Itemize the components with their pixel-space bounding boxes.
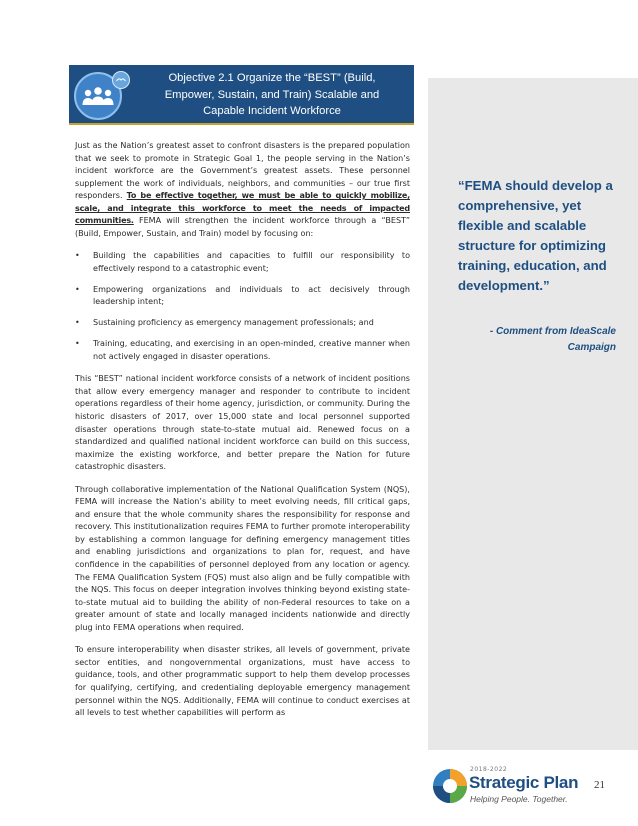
list-item-text: Building the capabilities and capacities to fulfill our responsibility to effectively respond to a catastrophic event;: [93, 251, 410, 273]
intro-text-continued: FEMA will strengthen the incident workforce through a “BEST” (Build, Empower, Sustain, and Train) model by focusing on:: [75, 216, 410, 238]
list-item: [75, 284, 410, 309]
logo-years: 2018-2022: [470, 766, 508, 773]
bullet-marker: •: [75, 251, 80, 261]
main-content: [75, 140, 410, 730]
bullet-marker: •: [75, 284, 80, 294]
list-item-text: Empowering organizations and individuals to act decisively through leadership intent;: [93, 284, 410, 307]
body-paragraph: Through collaborative implementation of the National Qualification System (NQS), FEMA will increase the Nation’s ability to meet evolving needs, fill critical gaps, and ensure that the whole community shares the responsibility for response and recovery. This institutionalization requires FEMA to further promote interoperability by establishing a common language for defining emergency management titles and enabling jurisdictions and organizations to plan for, request, and have confidence in the capabilities of personnel deployed from any location or agency. The FEMA Qualification System (FQS) must also align and be fully compatible with the NQS. This focus on deeper integration involves thinking beyond existing state-to-state mutual aid to building the ability of non-Federal resources to take on a greater amount of state and locally managed incidents nationwide and directly plug into FEMA operations when required.: [75, 484, 410, 632]
body-paragraph: To ensure interoperability when disaster strikes, all levels of government, private sector entities, and nongovernmental organizations, must have access to guidance, tools, and other programmatic support to help them develop processes for qualifying, certifying, and credentialing deployable emergency management personnel within the NQS. Additionally, FEMA will continue to conduct exercises at all levels to test whether capabilities will perform as: [75, 645, 410, 718]
globe-logo-icon: [432, 768, 468, 804]
list-item: [75, 317, 410, 330]
bullet-marker: •: [75, 339, 80, 349]
list-item-text: Training, educating, and exercising in an open-minded, creative manner when not actively engaged in disaster operations.: [93, 339, 410, 361]
intro-emphasis: To be effective together, we must be able to quickly mobilize, scale, and integrate this workforce to meet the needs of impacted communities.: [75, 191, 410, 226]
objective-title: Objective 2.1 Organize the “BEST” (Build, Empower, Sustain, and Train) Scalable and Capable Incident Workforce: [164, 72, 380, 117]
intro-paragraph: [75, 140, 410, 240]
logo-title: Strategic Plan: [469, 773, 579, 792]
list-item-text: Sustaining proficiency as emergency management professionals; and: [93, 318, 374, 328]
bullet-marker: •: [75, 318, 80, 328]
body-paragraph: This “BEST” national incident workforce consists of a network of incident positions that allow every emergency manager and responder to contribute to incident operations regardless of their home agency, jurisdiction, or community. During the historic disasters of 2017, over 15,000 state and local personnel supported disaster operations through state-to-state mutual aid. Renewed focus on a standardized and qualified national incident workforce can build on this success, maximize the existing workforce, and better prepare the Nation for future catastrophic disasters.: [75, 374, 410, 472]
list-item: [75, 250, 410, 275]
logo-tagline: Helping People. Together.: [470, 794, 568, 804]
page-number: 21: [594, 779, 605, 791]
intro-text: Just as the Nation’s greatest asset to confront disasters is the prepared population that we seek to promote in Strategic Goal 1, the people serving in the Nation’s incident workforce are the Government’s greatest assets. These personnel supplement the work of individuals, neighbors, and communities – our true first responders.: [75, 141, 410, 201]
list-item: [75, 338, 410, 363]
strategic-plan-logo: [432, 766, 592, 810]
best-bullet-list: [75, 250, 410, 363]
quote-attribution: - Comment from IdeaScale Campaign: [489, 326, 616, 353]
sidebar-quote: “FEMA should develop a comprehensive, yet flexible and scalable structure for optimizing training, education, and development.”: [458, 178, 613, 293]
hands-icon: [112, 71, 130, 89]
